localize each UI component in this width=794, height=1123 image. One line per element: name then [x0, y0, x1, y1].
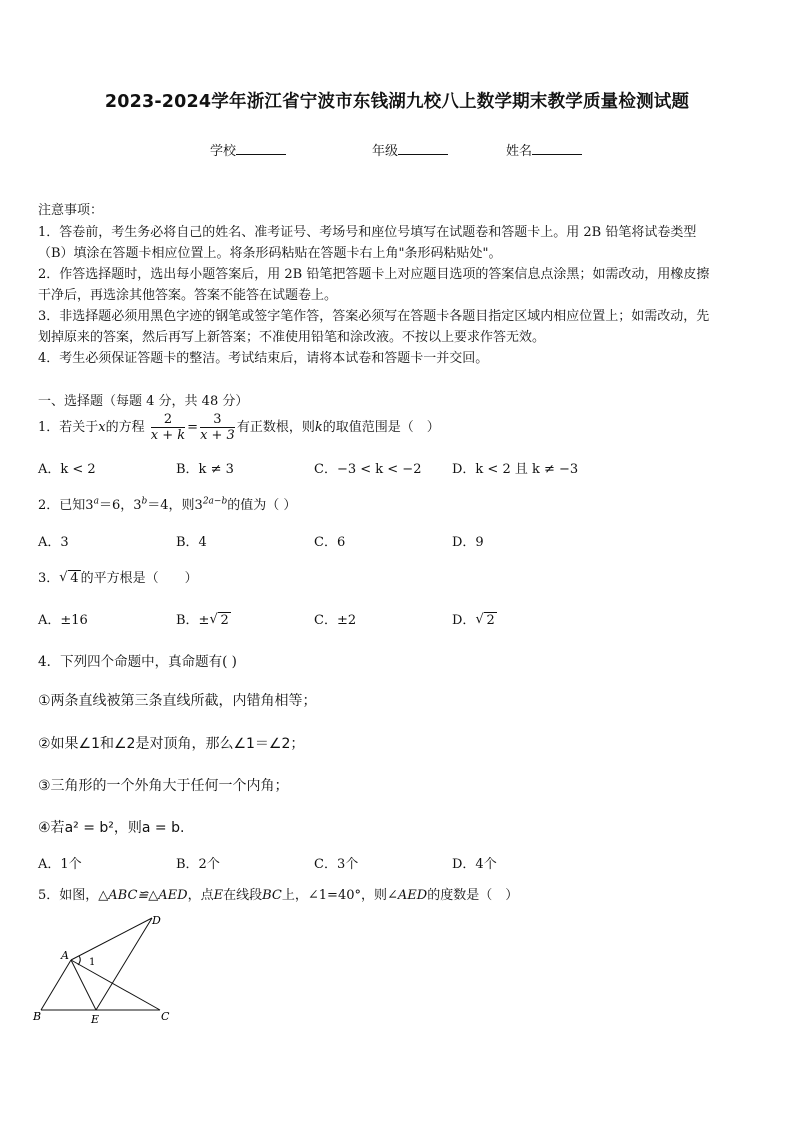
q1-mid: 的方程 [105, 420, 145, 435]
q5-suffix: 的度数是（ ） [427, 888, 519, 903]
q3-option-b-pre: B．± [176, 613, 210, 628]
question-5-stem [38, 884, 518, 903]
name-label: 姓名 [506, 144, 533, 159]
label-c: C [161, 1010, 170, 1023]
q1-var-x: x [98, 420, 106, 435]
q2-text-b: ＝6， [98, 498, 134, 513]
q3-option-d [452, 609, 497, 628]
q4-option-b: B．2个 [176, 857, 220, 872]
label-angle-1: 1 [89, 957, 96, 968]
page-title: 2023-2024学年浙江省宁波市东钱湖九校八上数学期末教学质量检测试题 [104, 92, 690, 112]
notes-line: 干净后，再选涂其他答案。答案不能答在试题卷上。 [38, 288, 338, 303]
label-d: D [152, 914, 161, 927]
question-4-stem: 4．下列四个命题中，真命题有( ) [38, 654, 237, 670]
q3-option-a: A．±16 [38, 613, 88, 628]
grade-blank [398, 142, 448, 155]
q1-option-d: D．k < 2 且 k ≠ −3 [452, 462, 579, 477]
segment-ad [71, 918, 152, 960]
q2-option-a: A．3 [38, 535, 69, 550]
q3-option-c: C．±2 [314, 613, 357, 628]
q3-option-b-sqrt: √ 2 [209, 612, 229, 628]
label-b: B [33, 1010, 42, 1023]
q1-option-c: C．−3 < k < −2 [314, 462, 422, 477]
q4-s4-post: ，则 [113, 820, 142, 836]
q1-fraction-right [200, 412, 235, 443]
q4-s4-end: . [180, 820, 185, 836]
q5-ang: AED [397, 888, 428, 903]
q2-exp2: b [141, 496, 148, 507]
q5-prefix: 5．如图， [38, 888, 99, 903]
q3-sqrt: √ 4 [59, 570, 79, 586]
q2-option-d: D．9 [452, 535, 484, 550]
name-blank [532, 142, 582, 155]
q1-var-k: k [314, 420, 323, 435]
q2-exp1: a [93, 496, 99, 507]
segment-ac [71, 960, 160, 1010]
q3-option-d-pre: D． [452, 613, 476, 628]
notes-line: （B）填涂在答题卡相应位置上。将条形码粘贴在答题卡右上角"条形码粘贴处"。 [38, 246, 502, 261]
school-blank [236, 142, 286, 155]
notes-block [38, 200, 758, 369]
question-1-stem [38, 412, 440, 443]
name-field [506, 140, 582, 159]
q3-suffix: 的平方根是（ ） [80, 571, 198, 586]
q2-text-c: ＝4，则 [147, 498, 195, 513]
segment-ab [41, 960, 71, 1010]
q1-frac1-num: 2 [151, 412, 185, 428]
q1-frac2-den: x + 3 [200, 428, 235, 443]
q1-suffix2: 的取值范围是（ ） [322, 420, 440, 435]
q4-option-d: D．4个 [452, 857, 497, 872]
q3-option-b-rad: 2 [220, 613, 229, 628]
q4-s4-pre: ④若 [38, 820, 65, 836]
school-field [210, 140, 286, 159]
q5-mid2: 在线段 [223, 888, 263, 903]
q4-statement-2: ②如果∠1和∠2是对顶角，那么∠1＝∠2； [38, 736, 305, 752]
q1-fraction-left [151, 412, 185, 443]
q2-text-d: 的值为（ ） [227, 498, 297, 513]
q3-prefix: 3． [38, 571, 60, 586]
q2-text-a: 2．已知 [38, 498, 86, 513]
label-a: A [61, 949, 69, 962]
school-label: 学校 [210, 144, 237, 159]
label-e: E [91, 1013, 100, 1026]
segment-ed [96, 918, 152, 1010]
q2-base3: 3 [194, 498, 203, 513]
q3-radicand: 4 [70, 571, 79, 586]
q1-prefix: 1．若关于 [38, 420, 99, 435]
q5-pt: E [213, 888, 224, 903]
q4-s4-res: a = b [141, 820, 180, 836]
notes-line: 3．非选择题必须用黑色字迹的钢笔或签字笔作答，答案必须写在答题卡各题目指定区域内相应位置上；如需改动，先 [38, 309, 710, 324]
q1-frac1-den: x + k [150, 428, 186, 443]
q3-option-d-sqrt: √ 2 [475, 612, 495, 628]
grade-label: 年级 [372, 144, 399, 159]
q5-figure [30, 910, 190, 1030]
q5-mid: ，点 [187, 888, 214, 903]
q1-frac2-num: 3 [200, 412, 235, 428]
q5-mid3: 上，∠1=40°，则∠ [281, 888, 398, 903]
q4-statement-3: ③三角形的一个外角大于任何一个内角； [38, 778, 289, 794]
question-3-stem [38, 567, 198, 586]
q1-eq: = [187, 420, 199, 435]
q4-s4-eq: a² = b² [64, 820, 114, 836]
q4-statement-1: ①两条直线被第三条直线所截，内错角相等； [38, 693, 317, 709]
notes-line: 4．考生必须保证答题卡的整洁。考试结束后，请将本试卷和答题卡一并交回。 [38, 351, 489, 366]
q4-statement-4 [38, 817, 184, 837]
q5-cong: △ABC≌△AED [98, 888, 188, 903]
section-heading: 一、选择题（每题 4 分，共 48 分） [38, 394, 249, 409]
q4-option-a: A．1个 [38, 857, 82, 872]
q3-option-d-rad: 2 [486, 613, 495, 628]
q3-option-b [176, 609, 231, 628]
notes-line: 1．答卷前，考生务必将自己的姓名、准考证号、考场号和座位号填写在试题卷和答题卡上。用 2B 铅笔将试卷类型 [38, 225, 697, 240]
q2-option-b: B．4 [176, 535, 207, 550]
notes-line: 划掉原来的答案，然后再写上新答案；不准使用铅笔和涂改液。不按以上要求作答无效。 [38, 330, 546, 345]
question-2-stem [38, 494, 296, 513]
q1-option-b: B．k ≠ 3 [176, 462, 234, 477]
q4-option-c: C．3个 [314, 857, 359, 872]
q1-option-a: A．k < 2 [38, 462, 96, 477]
q2-exp3: 2a−b [202, 496, 228, 507]
q5-seg: BC [262, 888, 282, 903]
grade-field [372, 140, 448, 159]
notes-heading: 注意事项： [38, 203, 104, 218]
q2-option-c: C．6 [314, 535, 346, 550]
notes-line: 2．作答选择题时，选出每小题答案后，用 2B 铅笔把答题卡上对应题目选项的答案信息点涂黑；如需改动，用橡皮擦 [38, 267, 710, 282]
q2-base2: 3 [133, 498, 142, 513]
q2-base1: 3 [85, 498, 94, 513]
q1-suffix: 有正数根，则 [236, 420, 315, 435]
